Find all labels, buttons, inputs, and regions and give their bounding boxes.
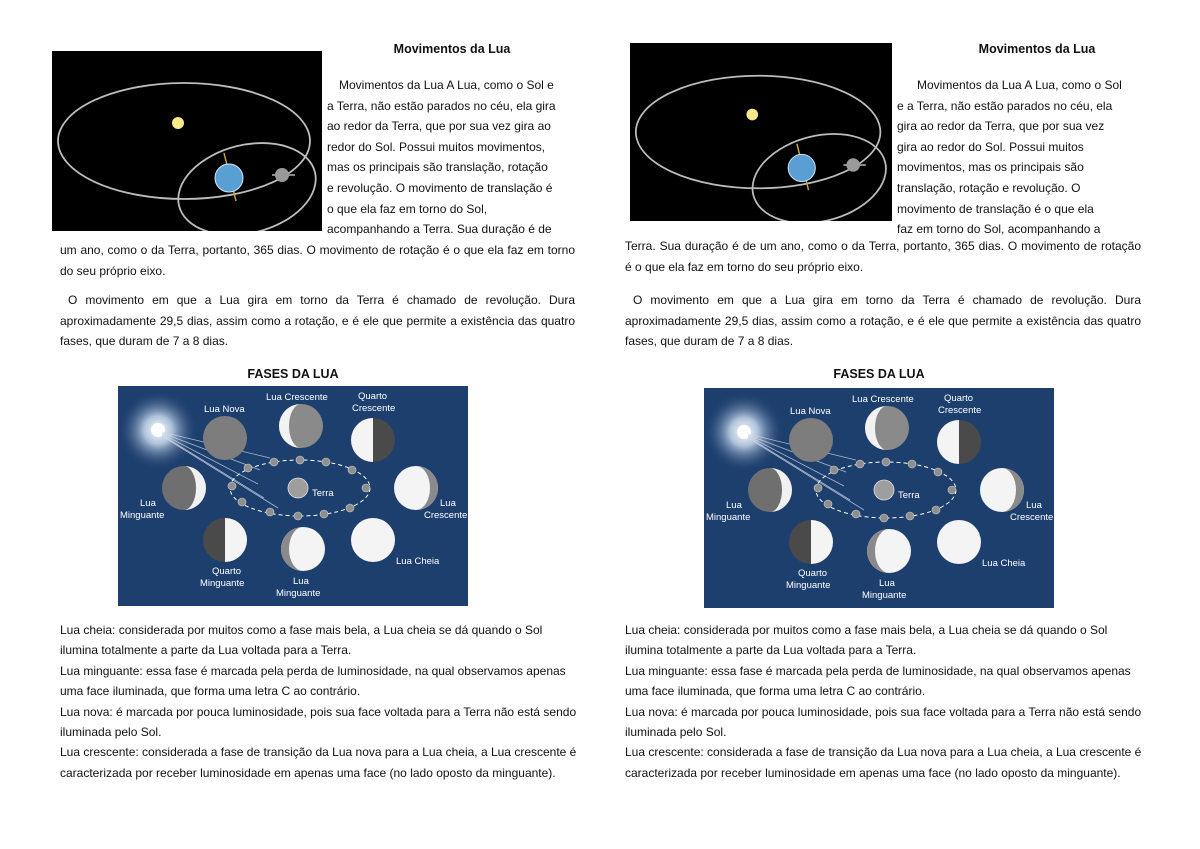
label-minguante-left-2: Minguante xyxy=(706,512,751,523)
intro-line: a Terra, não estão parados no céu, ela gira xyxy=(327,98,556,113)
revolution-paragraph: O movimento em que a Lua gira em torno da Terra é chamado de revolução. Dura aproximadamente 29,5 dias, assim como a rotação, e é ele que permite a existência das quatro fases, que duram de 7 a 8 dias. xyxy=(625,293,1141,349)
sun-icon xyxy=(172,117,184,129)
moon-orbit xyxy=(743,121,892,221)
moon-new-icon xyxy=(203,416,247,460)
sun-icon xyxy=(746,109,758,121)
phase-definitions xyxy=(60,620,580,783)
intro-line: movimentos, mas os principais são xyxy=(897,160,1084,175)
label-lua-crescente-top: Lua Crescente xyxy=(266,392,328,403)
label-lua-nova: Lua Nova xyxy=(204,404,245,415)
label-crescente-right-2: Crescente xyxy=(424,510,468,521)
earth-icon xyxy=(874,480,894,500)
moon-new-icon xyxy=(789,418,833,462)
definition-lua-cheia: Lua cheia: considerada por muitos como a fase mais bela, a Lua cheia se dá quando o Sol ilumina totalmente a parte da Lua voltada para a Terra. xyxy=(60,623,543,658)
intro-line: gira ao redor do Sol. Possui muitos xyxy=(897,139,1084,154)
label-quarto-crescente-2: Crescente xyxy=(938,405,982,416)
orbit-illustration xyxy=(52,51,322,231)
label-quarto-minguante-1: Quarto xyxy=(212,566,242,577)
intro-line: mas os principais são translação, rotação xyxy=(327,160,548,175)
page-title: Movimentos da Lua xyxy=(978,42,1096,56)
intro-line: o que ela faz em torno do Sol, xyxy=(327,201,488,216)
intro-line: gira ao redor da Terra, que por sua vez xyxy=(897,119,1105,134)
definition-lua-crescente: Lua crescente: considerada a fase de transição da Lua nova para a Lua cheia, a Lua crescente é caracterizada por receber luminosidade em apenas uma face (no lado oposto da minguante). xyxy=(60,745,577,780)
definition-lua-minguante: Lua minguante: essa fase é marcada pela perda de luminosidade, na qual observamos apenas uma face iluminada, que forma uma letra C ao contrário. xyxy=(625,663,1131,699)
intro-column xyxy=(327,75,575,240)
moon-full-icon xyxy=(351,518,395,562)
label-terra: Terra xyxy=(898,490,920,501)
intro-line: movimento de translação é o que ela xyxy=(897,201,1094,216)
moon-orbit xyxy=(168,129,322,231)
intro-line: translação, rotação e revolução. O xyxy=(897,180,1081,195)
page-right xyxy=(600,0,1190,849)
phases-title: FASES DA LUA xyxy=(247,367,339,381)
label-lua-cheia: Lua Cheia xyxy=(982,558,1026,569)
label-lua-crescente-top: Lua Crescente xyxy=(852,394,914,405)
label-lua-nova: Lua Nova xyxy=(790,406,831,417)
definition-lua-nova: Lua nova: é marcada por pouca luminosidade, pois sua face voltada para a Terra não está sendo iluminada pelo Sol. xyxy=(60,704,577,740)
moon-icon xyxy=(846,158,860,172)
label-crescente-right-1: Lua xyxy=(1026,500,1042,511)
earth-icon xyxy=(215,164,243,192)
label-quarto-minguante-1: Quarto xyxy=(798,568,828,579)
definition-lua-minguante: Lua minguante: essa fase é marcada pela perda de luminosidade, na qual observamos apenas uma face iluminada, que forma uma letra C ao contrário. xyxy=(60,663,566,699)
label-quarto-minguante-2: Minguante xyxy=(200,578,245,589)
intro-line: acompanhando a Terra. Sua duração é de xyxy=(327,222,552,237)
orbit-illustration xyxy=(630,43,892,221)
intro-continuation: Terra. Sua duração é de um ano, como o da Terra, portanto, 365 dias. O movimento de rotação é o que ela faz em torno do seu próprio eixo. xyxy=(625,239,1141,274)
intro-line: ao redor da Terra, que por sua vez gira ao xyxy=(327,119,551,134)
label-minguante-bottom-1: Lua xyxy=(879,578,895,589)
moon-phases-illustration xyxy=(704,388,1054,608)
label-minguante-bottom-2: Minguante xyxy=(862,590,907,601)
label-lua-cheia: Lua Cheia xyxy=(396,556,440,567)
label-quarto-crescente-1: Quarto xyxy=(358,391,388,402)
intro-column xyxy=(897,75,1141,240)
label-terra: Terra xyxy=(312,488,334,499)
earth-icon xyxy=(288,478,308,498)
label-quarto-crescente-2: Crescente xyxy=(352,403,396,414)
label-minguante-bottom-2: Minguante xyxy=(276,588,321,599)
page-left xyxy=(0,0,590,849)
phase-definitions xyxy=(625,620,1145,783)
label-minguante-left-2: Minguante xyxy=(120,510,165,521)
label-minguante-left-1: Lua xyxy=(726,500,742,511)
earth-icon xyxy=(788,154,815,181)
moon-phases-illustration xyxy=(118,386,468,606)
page-title: Movimentos da Lua xyxy=(393,42,511,56)
moon-full-icon xyxy=(937,520,981,564)
intro-line: Movimentos da Lua A Lua, como o Sol e xyxy=(339,78,554,92)
definition-lua-cheia: Lua cheia: considerada por muitos como a fase mais bela, a Lua cheia se dá quando o Sol ilumina totalmente a parte da Lua voltada para a Terra. xyxy=(625,623,1108,658)
revolution-paragraph: O movimento em que a Lua gira em torno da Terra é chamado de revolução. Dura aproximadamente 29,5 dias, assim como a rotação, e é ele que permite a existência das quatro fases, que duram de 7 a 8 dias. xyxy=(60,293,575,349)
label-crescente-right-2: Crescente xyxy=(1010,512,1054,523)
intro-line: e revolução. O movimento de translação é xyxy=(327,180,553,195)
label-crescente-right-1: Lua xyxy=(440,498,456,509)
moon-first-quarter-light xyxy=(937,420,959,464)
label-minguante-left-1: Lua xyxy=(140,498,156,509)
label-quarto-minguante-2: Minguante xyxy=(786,580,831,591)
moon-last-quarter-light xyxy=(225,518,247,562)
intro-line: faz em torno do Sol, acompanhando a xyxy=(897,222,1101,237)
moon-last-quarter-light xyxy=(811,520,833,564)
moon-first-quarter-light xyxy=(351,418,373,462)
intro-line: Movimentos da Lua A Lua, como o Sol xyxy=(917,78,1122,92)
definition-lua-crescente: Lua crescente: considerada a fase de transição da Lua nova para a Lua cheia, a Lua crescente é caracterizada por receber luminosidade em apenas uma face (no lado oposto da minguante). xyxy=(625,745,1142,780)
label-minguante-bottom-1: Lua xyxy=(293,576,309,587)
intro-line: redor do Sol. Possui muitos movimentos, xyxy=(327,139,546,154)
intro-line: e a Terra, não estão parados no céu, ela xyxy=(897,98,1113,113)
intro-continuation: um ano, como o da Terra, portanto, 365 dias. O movimento de rotação é o que ela faz em torno do seu próprio eixo. xyxy=(60,243,575,278)
definition-lua-nova: Lua nova: é marcada por pouca luminosidade, pois sua face voltada para a Terra não está sendo iluminada pelo Sol. xyxy=(625,704,1142,740)
moon-icon xyxy=(275,168,289,182)
phases-title: FASES DA LUA xyxy=(833,367,925,381)
label-quarto-crescente-1: Quarto xyxy=(944,393,974,404)
